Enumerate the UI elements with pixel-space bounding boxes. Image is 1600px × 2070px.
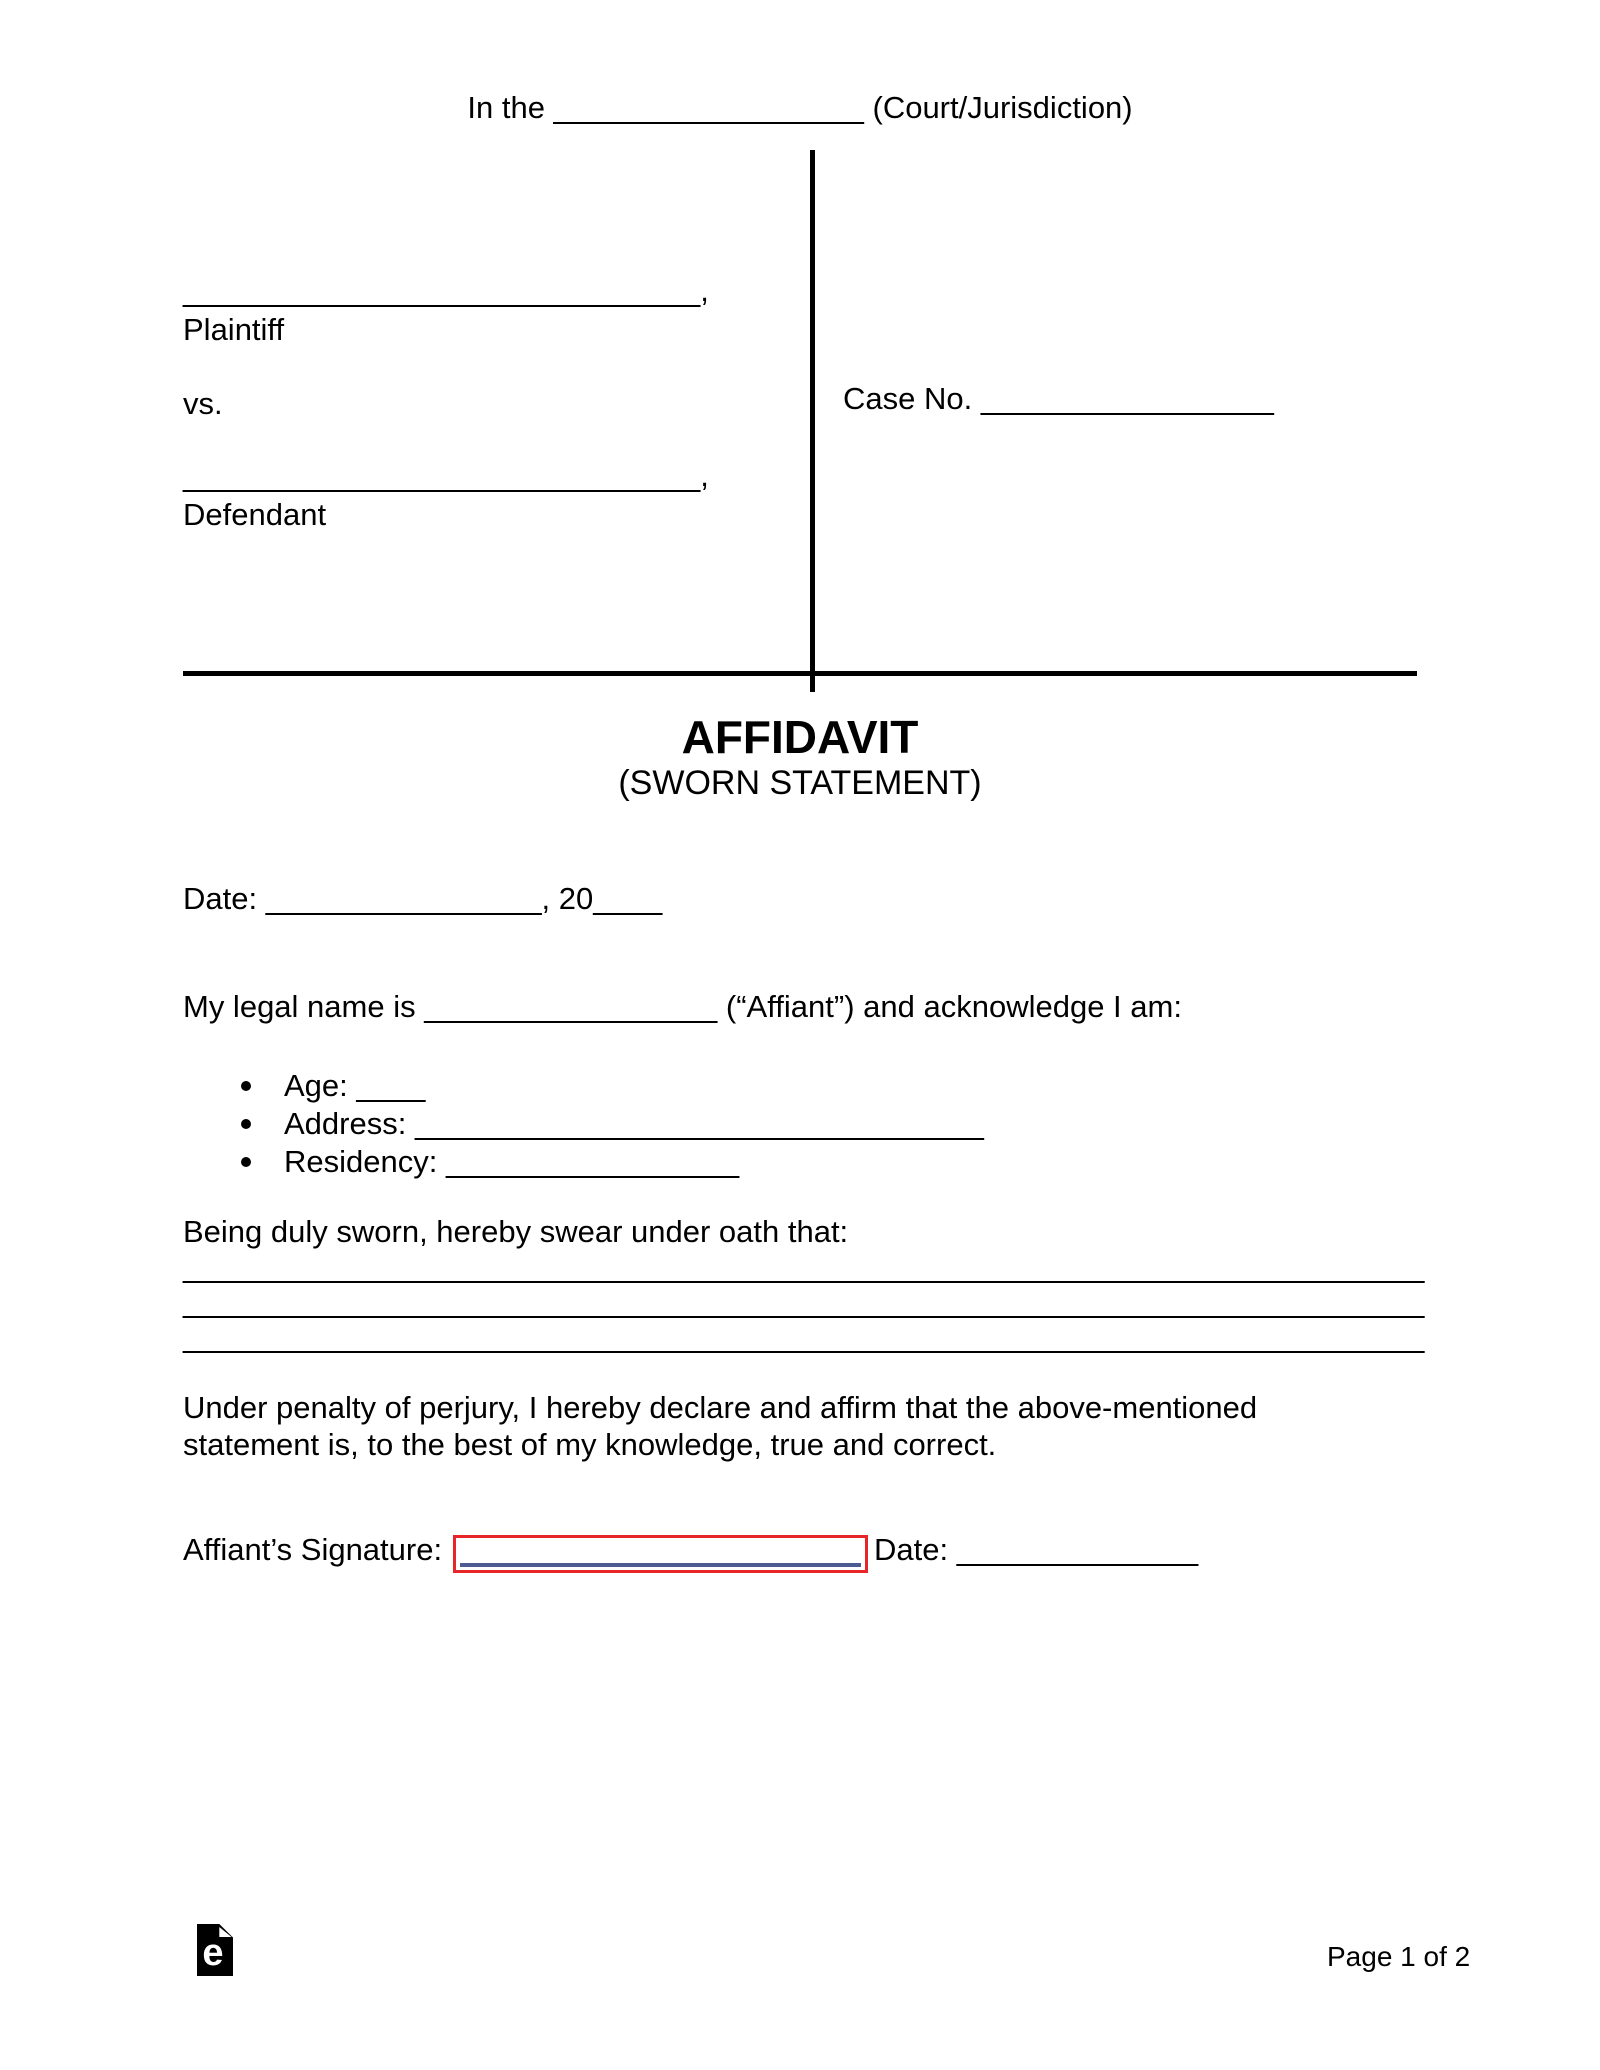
statement-blank-line: ________________________________________________________________________ [183, 1319, 1425, 1354]
defendant-label: Defendant [183, 497, 327, 532]
court-jurisdiction-line: In the __________________ (Court/Jurisdiction) [467, 90, 1133, 125]
defendant-name-blank: ______________________________, [183, 458, 709, 493]
signature-underline [460, 1563, 861, 1567]
case-number-line: Case No. _________________ [843, 381, 1274, 416]
sworn-statement-lead-in: Being duly sworn, hereby swear under oath that: [183, 1214, 849, 1249]
bullet-icon [241, 1157, 251, 1167]
residency-line: Residency: _________________ [284, 1144, 740, 1179]
caption-horizontal-rule [183, 671, 1417, 676]
statement-blank-line: ________________________________________________________________________ [183, 1249, 1425, 1284]
list-item-address [241, 1105, 984, 1143]
bullet-icon [241, 1081, 251, 1091]
document-title: AFFIDAVIT [681, 711, 919, 763]
eforms-logo [197, 1924, 233, 1976]
caption-vertical-divider [810, 150, 815, 692]
legal-name-line: My legal name is _________________ (“Affiant”) and acknowledge I am: [183, 989, 1182, 1024]
date-line: Date: ________________, 20____ [183, 881, 663, 916]
plaintiff-name-blank: ______________________________, [183, 273, 709, 308]
affiant-signature-label: Affiant’s Signature: [183, 1532, 443, 1567]
document-subtitle: (SWORN STATEMENT) [618, 764, 982, 802]
affiant-details-list [241, 1067, 984, 1181]
list-item-age [241, 1067, 984, 1105]
eforms-logo-letter: e [202, 1931, 224, 1974]
perjury-clause-line-1: Under penalty of perjury, I hereby declare and affirm that the above-mentioned [183, 1390, 1258, 1425]
signature-date-line: Date: ______________ [874, 1532, 1199, 1567]
bullet-icon [241, 1119, 251, 1129]
perjury-clause-line-2: statement is, to the best of my knowledge, true and correct. [183, 1427, 997, 1462]
signature-field-box[interactable] [453, 1535, 868, 1573]
plaintiff-label: Plaintiff [183, 312, 285, 347]
statement-blank-line: ________________________________________________________________________ [183, 1284, 1425, 1319]
page-number: Page 1 of 2 [1327, 1941, 1471, 1972]
versus-label: vs. [183, 386, 223, 421]
list-item-residency [241, 1143, 984, 1181]
address-line: Address: _________________________________ [284, 1106, 984, 1141]
age-line: Age: ____ [284, 1068, 426, 1103]
